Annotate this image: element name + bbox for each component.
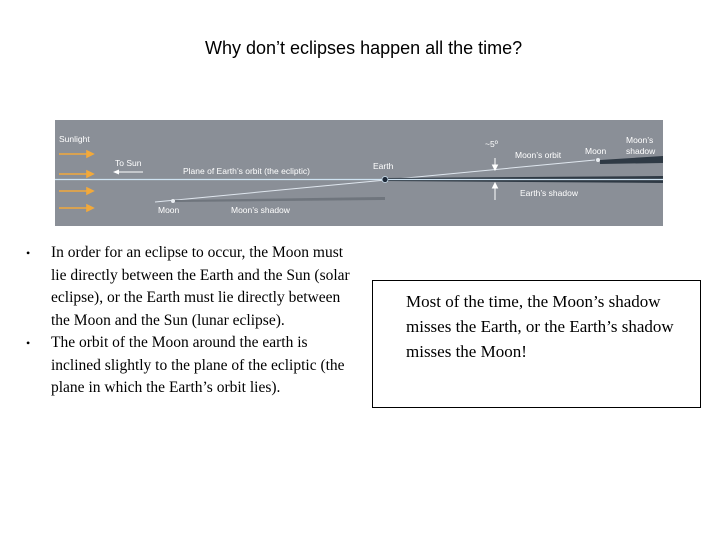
slide-title: Why don’t eclipses happen all the time? [205, 38, 523, 58]
sunlight-arrows [59, 151, 93, 211]
label-earth: Earth [373, 161, 394, 171]
label-moons-shadow-right-2: shadow [626, 146, 656, 156]
bullet-list [26, 242, 361, 400]
label-moons-shadow-left: Moon’s shadow [231, 205, 290, 215]
moons-shadow-left [175, 197, 385, 202]
moons-shadow-right [600, 156, 663, 164]
bullet-text: The orbit of the Moon around the earth is inclined slightly to the plane of the ecliptic (the plane in which the Earth’s orbit lies). [51, 334, 345, 396]
label-to-sun: To Sun [115, 158, 142, 168]
bullet-text: In order for an eclipse to occur, the Moon must lie directly between the Earth and the Sun (solar eclipse), or the Earth must lie directly between the Moon and the Sun (lunar eclipse). [51, 244, 350, 329]
moon-right-dot [596, 158, 600, 162]
bullet-item [26, 332, 361, 400]
earth-dot [382, 177, 388, 183]
label-moon-right: Moon [585, 146, 607, 156]
label-sunlight: Sunlight [59, 134, 90, 144]
bullet-symbol: • [26, 336, 31, 350]
label-moons-shadow-right-1: Moon’s [626, 135, 654, 145]
bullet-item [26, 242, 361, 332]
angle-arrowhead-bottom [493, 183, 498, 188]
sunlight-arrowhead [87, 188, 93, 194]
sunlight-arrowhead [87, 151, 93, 157]
bullet-symbol: • [26, 246, 31, 260]
label-moon-left: Moon [158, 205, 180, 215]
diagram-svg [55, 120, 663, 226]
label-ecliptic-plane: Plane of Earth’s orbit (the ecliptic) [183, 166, 310, 176]
callout-text: Most of the time, the Moon’s shadow misses the Earth, or the Earth’s shadow misses the Moon! [406, 292, 674, 361]
sunlight-arrowhead [87, 171, 93, 177]
eclipse-orbit-diagram [55, 120, 663, 226]
label-angle: ~5º [485, 139, 498, 149]
callout-box [372, 280, 701, 408]
to-sun-arrowhead [113, 170, 119, 175]
sunlight-arrowhead [87, 205, 93, 211]
label-moons-orbit: Moon’s orbit [515, 150, 562, 160]
label-earths-shadow: Earth’s shadow [520, 188, 578, 198]
moon-left-dot [171, 199, 175, 203]
